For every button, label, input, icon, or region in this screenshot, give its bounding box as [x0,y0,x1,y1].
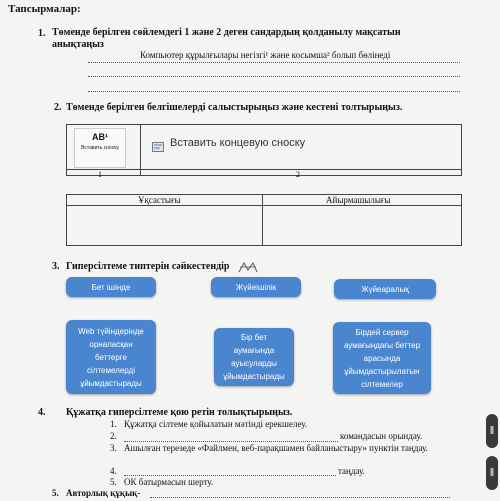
table-divider [66,169,462,170]
answer-line[interactable] [88,62,460,63]
insert-endnote-icon [152,139,164,149]
step-number: 1. [110,419,117,429]
scroll-handle-icon[interactable]: ‖ [486,414,498,448]
step-number: 4. [110,466,117,476]
footnote-glyph: AB¹ [92,132,108,142]
step-text: Ашылған терезеде «Файлмен, веб-парақшамен байланыстыру» пунктін таңдау. [124,443,428,453]
pencil-icon [238,260,258,272]
insert-endnote-label: Вставить концевую сноску [170,137,306,149]
description-line: сілтемелер [361,379,403,389]
task5-question: Авторлық құқық- [66,488,141,498]
step-number: 2. [110,431,117,441]
type-card[interactable]: Жүйеаралық [334,279,436,299]
type-card[interactable]: Бет ішінде [66,277,156,297]
description-card[interactable] [66,320,156,394]
answer-line[interactable] [88,91,460,92]
table-divider [140,124,141,176]
table-divider [262,194,263,246]
task1-number: 1. [38,28,46,39]
task3-number: 3. [52,261,60,272]
answer-line[interactable] [88,76,460,77]
task4-question: Құжатқа гиперсілтеме қою ретін толықтырыңыз. [66,407,293,418]
step-text: таңдау. [338,466,365,476]
description-line: арасында [363,353,401,363]
task1-question: Төменде берілген сөйлемдегі 1 және 2 деген сандардың қолданылу мақсатын анықтаңыз [52,27,401,50]
difference-header: Айырмашылығы [326,195,391,205]
step-text: командасын орындау. [340,431,423,441]
description-card[interactable] [333,322,431,394]
description-line: сілтемелерді [87,365,135,375]
description-line: ұйымдастырылатын [344,366,420,376]
description-line: аумағындағы беттер [343,340,421,350]
answer-line[interactable] [124,441,338,442]
description-line: Web түйіндерінде [78,326,144,336]
type-card[interactable]: Жүйеішілік [211,277,301,297]
column-number: 2 [296,170,300,179]
task5-number: 5. [52,488,59,498]
step-number: 5. [110,477,117,487]
description-line: орналасқан [89,339,133,349]
similarity-cell[interactable] [68,207,260,244]
task1-sentence: Компьютер құрылғылары негізгі¹ және косымша² болып бөлінеді [140,50,391,60]
task3-question: Гиперсілтеме типтерін сәйкестендір [66,261,230,272]
description-card[interactable] [214,328,294,386]
scroll-handle-icon[interactable]: ‖ [486,456,498,490]
answer-line[interactable] [150,497,450,498]
column-number: 1 [98,170,102,179]
description-line: аумағында [233,346,275,355]
description-line: ұйымдастырады [80,378,142,388]
page-title: Тапсырмалар: [8,3,81,15]
description-line: беттерге [94,352,127,362]
insert-footnote-label: Вставить сноску [81,145,119,151]
task2-question: Төменде берілген белгішелерді салыстырыңыз және кестені толтырыңыз. [66,102,403,113]
similarity-header: Ұқсастығы [138,195,181,205]
step-number: 3. [110,443,117,453]
insert-footnote-icon [74,128,126,168]
table-divider [66,205,462,206]
answer-line[interactable] [124,475,336,476]
task2-number: 2. [54,102,62,113]
step-text: Құжатқа сілтеме қойылатын мәтінді ерекшелеу. [124,419,308,429]
difference-cell[interactable] [264,207,460,244]
description-line: ауысуларды [231,359,277,368]
description-line: Бірдей сервер [355,327,409,337]
description-line: Бір бет [240,333,268,342]
description-line: ұйымдастырады [223,372,285,381]
step-text: ОК батырмасын шерту. [124,477,214,487]
task4-number: 4. [38,407,46,418]
